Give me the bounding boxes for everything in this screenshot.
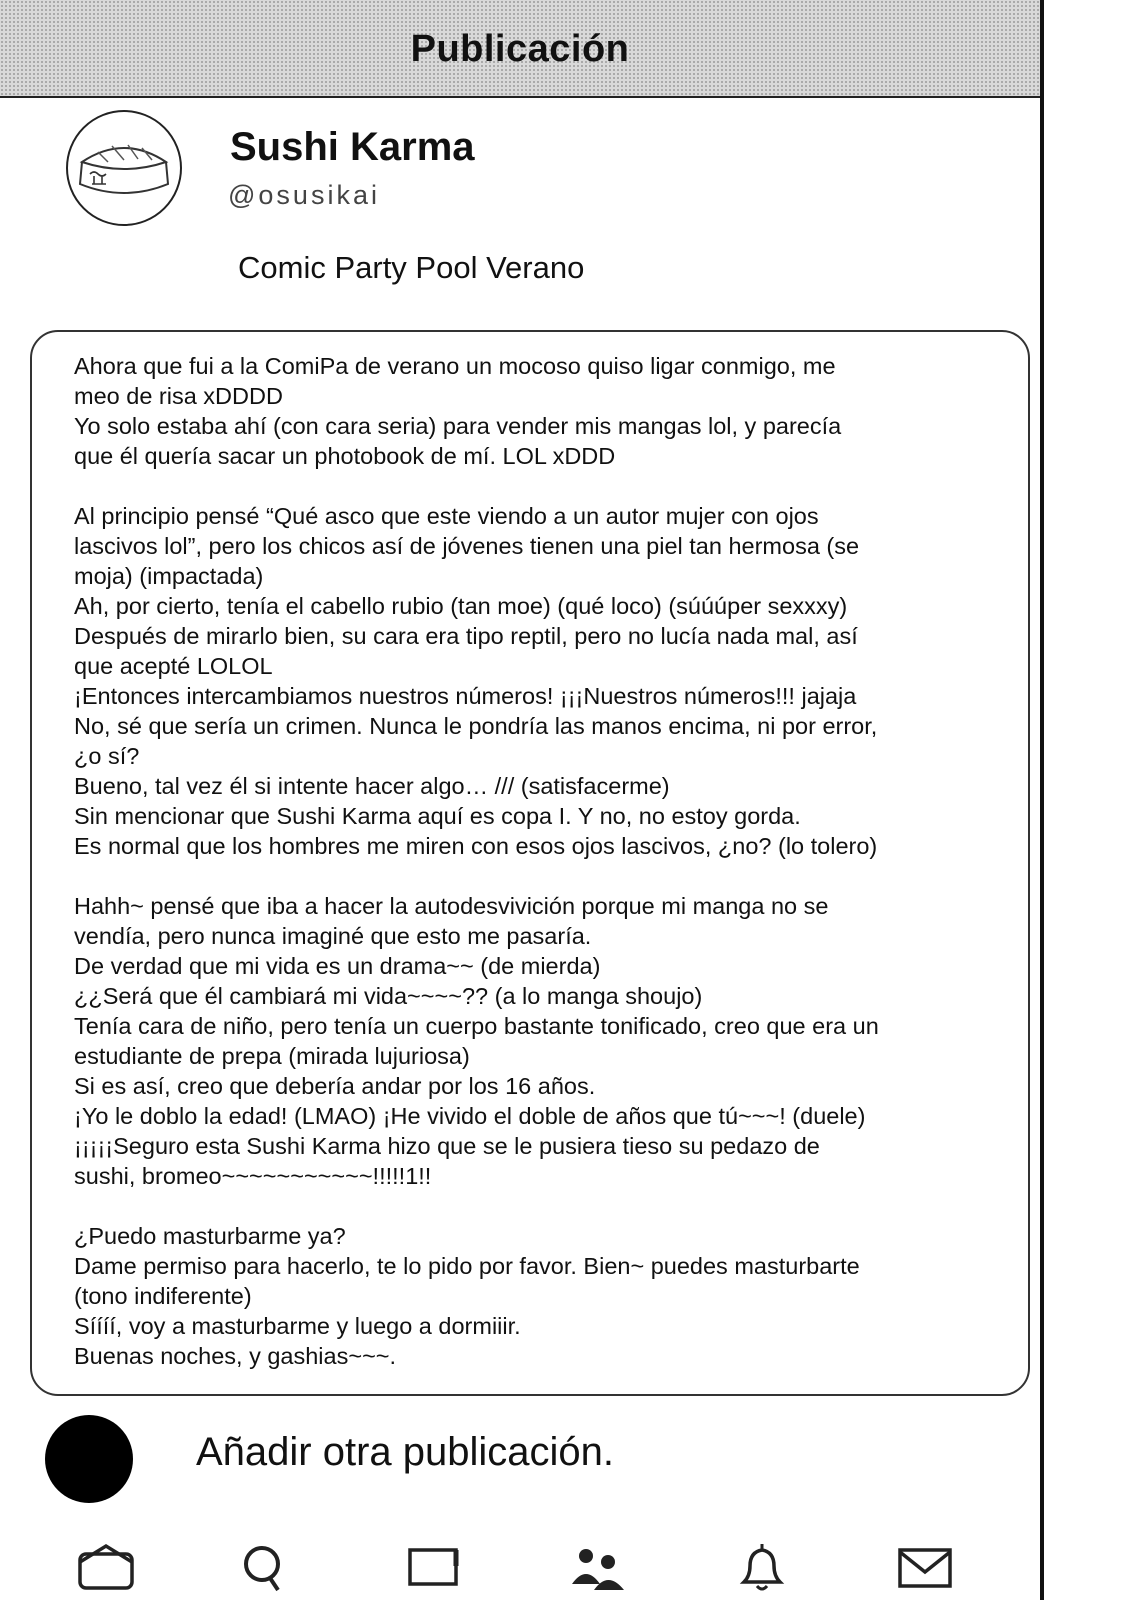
device-edge	[1040, 0, 1044, 1600]
post-subject: Comic Party Pool Verano	[238, 250, 585, 285]
search-icon	[232, 1540, 296, 1596]
post-body: Ahora que fui a la ComiPa de verano un mocoso quiso ligar conmigo, me meo de risa xDDDD Yo solo estaba ahí (con cara seria) para vender mis mangas lol, y parecía que él quería sacar un photobook de mí. LOL xDDD Al principio pensé “Qué asco que este viendo a un autor mujer con ojos lascivos lol”, pero los chicos así de jóvenes tienen una piel tan hermosa (se moja) (impactada) Ah, por cierto, tenía el cabello rubio (tan moe) (qué loco) (súúúper sexxxy) Después de mirarlo bien, su cara era tipo reptil, pero no lucía nada mal, así que acepté LOLOL ¡Entonces intercambiamos nuestros números! ¡¡¡Nuestros números!!! jajaja No, sé que sería un crimen. Nunca le pondría las manos encima, ni por error, ¿o sí? Bueno, tal vez él si intente hacer algo… /// (satisfacerme) Sin mencionar que Sushi Karma aquí es copa I. Y no, no estoy gorda. Es normal que los hombres me miren con esos ojos lascivos, ¿no? (lo tolero) Hahh~ pensé que iba a hacer la autodesvivición porque mi manga no se vendía, pero nunca imaginé que esto me pasaría. De verdad que mi vida es un drama~~ (de mierda) ¿¿Será que él cambiará mi vida~~~~?? (a lo manga shoujo) Tenía cara de niño, pero tenía un cuerpo bastante tonificado, creo que era un estudiante de prepa (mirada lujuriosa) Si es así, creo que debería andar por los 16 años. ¡Yo le doblo la edad! (LMAO) ¡He vivido el doble de años que tú~~~! (duele) ¡¡¡¡¡Seguro esta Sushi Karma hizo que se le pusiera tieso su pedazo de sushi, bromeo~~~~~~~~~~~!!!!!1!! ¿Puedo masturbarme ya? Dame permiso para hacerlo, te lo pido por favor. Bien~ puedes masturbarte (tono indiferente) Síííí, voy a masturbarme y luego a dormiiir. Buenas noches, y gashias~~~.	[74, 353, 879, 1369]
nav-home[interactable]	[74, 1540, 138, 1596]
nav-notifications[interactable]	[730, 1540, 794, 1596]
profile-name[interactable]: Sushi Karma	[230, 125, 475, 169]
window-icon	[402, 1540, 466, 1596]
home-icon	[74, 1540, 138, 1596]
app-header	[0, 0, 1040, 98]
profile-avatar[interactable]	[66, 110, 182, 226]
nav-search[interactable]	[232, 1540, 296, 1596]
nav-messages[interactable]	[894, 1540, 958, 1596]
bell-icon	[730, 1540, 794, 1596]
page-title: Publicación	[410, 28, 630, 70]
mail-icon	[894, 1540, 958, 1596]
composer-avatar	[45, 1415, 133, 1503]
nav-window[interactable]	[402, 1540, 466, 1596]
sushi-icon	[68, 112, 180, 224]
bottom-nav	[0, 1540, 1040, 1600]
nav-people[interactable]	[566, 1540, 630, 1596]
profile-handle: @osusikai	[228, 180, 380, 210]
people-icon	[566, 1540, 630, 1596]
add-post-button[interactable]: Añadir otra publicación.	[196, 1430, 615, 1474]
